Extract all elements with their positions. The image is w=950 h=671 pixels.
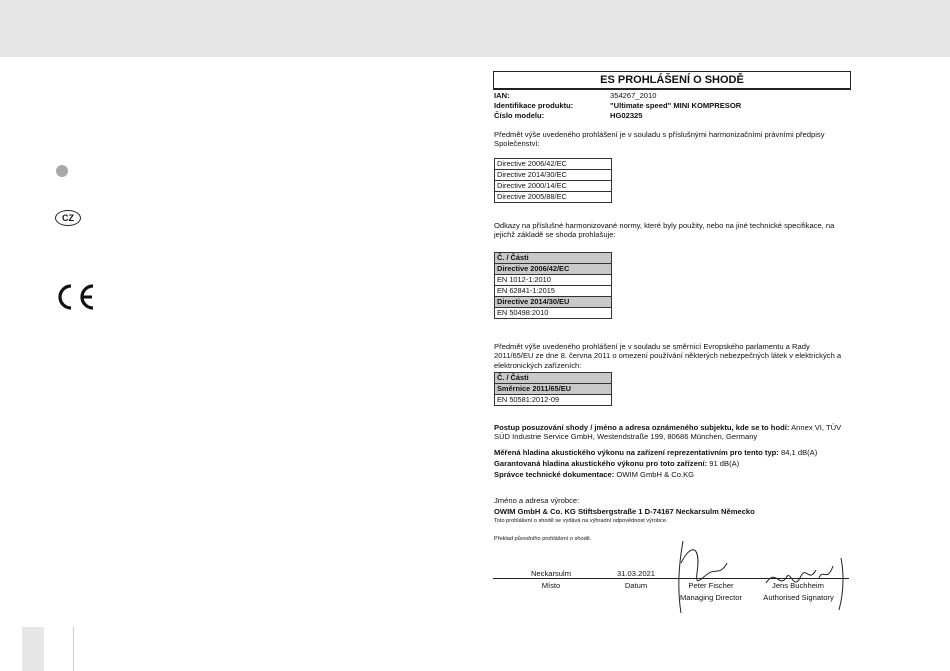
- field-ian: IAN: 354267_2010: [494, 91, 657, 100]
- translation-note: Překlad původního prohlášení o shodě.: [494, 536, 592, 542]
- document-title: ES PROHLÁŠENÍ O SHODĚ: [493, 71, 851, 89]
- place-value: Neckarsulm: [530, 569, 572, 578]
- signer1-role: Managing Director: [679, 593, 743, 602]
- measured-sound-level: Měřená hladina akustického výkonu na zařízení reprezentativním pro tento typ: 84,1 dB(A): [494, 448, 818, 457]
- grey-bullet-icon: [56, 165, 68, 177]
- table-row: EN 50498:2010: [495, 308, 612, 319]
- date-label: Datum: [624, 581, 648, 590]
- declaration-document: [491, 68, 851, 628]
- guaranteed-sound-level: Garantovaná hladina akustického výkonu pro toto zařízení: 91 dB(A): [494, 459, 740, 468]
- responsibility-note: Toto prohlášení o shodě se vydává na výhradní odpovědnost výrobce.: [494, 518, 668, 524]
- rohs-intro: Předmět výše uvedeného prohlášení je v souladu se směrnicí Evropského parlamentu a Rady 2011/65/EU ze dne 8. června 2011 o omezení používání některých nebezpečných látek v elektrických a elektronických zařízeních:: [494, 342, 842, 370]
- table-row: Directive 2000/14/EC: [495, 181, 612, 192]
- norms-table: [494, 252, 612, 319]
- table-row: Directive 2014/30/EC: [495, 170, 612, 181]
- intro-text: Předmět výše uvedeného prohlášení je v souladu s příslušnými harmonizačními právními předpisy Společenství:: [494, 130, 825, 149]
- rohs-table: [494, 372, 612, 406]
- manufacturer-address: OWIM GmbH & Co. KG Stiftsbergstraße 1 D-74167 Neckarsulm Německo: [494, 507, 755, 516]
- manufacturer-label: Jméno a adresa výrobce:: [494, 496, 580, 505]
- country-code-badge: CZ: [55, 210, 81, 226]
- table-row: Directive 2014/30/EU: [495, 297, 612, 308]
- place-label: Místo: [541, 581, 561, 590]
- footer-divider: [73, 627, 74, 671]
- signer2-name: Jens Buchheim: [772, 581, 824, 590]
- table-row: Directive 2005/88/EC: [495, 192, 612, 203]
- directives-table: [494, 158, 612, 203]
- table-header: Č. / Části: [495, 253, 612, 264]
- page-number-box: [22, 627, 44, 671]
- signer1-name: Peter Fischer: [688, 581, 734, 590]
- table-row: Directive 2006/42/EC: [495, 264, 612, 275]
- table-row: Směrnice 2011/65/EU: [495, 384, 612, 395]
- title-rule: [493, 89, 851, 90]
- field-model: Číslo modelu: HG02325: [494, 111, 643, 120]
- date-value: 31.03.2021: [616, 569, 655, 578]
- table-row: EN 62841-1:2015: [495, 286, 612, 297]
- table-header: Č. / Části: [495, 373, 612, 384]
- top-header-bar: [0, 0, 950, 57]
- procedure-text: Postup posuzování shody / jméno a adresa oznámeného subjektu, kde se to hodí: Annex VI, TÜV SÜD Industrie Service GmbH, Westendstraße 199, 80686 München, Germany: [494, 423, 842, 442]
- table-row: EN 50581:2012-09: [495, 395, 612, 406]
- field-product: Identifikace produktu: "Ultimate speed" MINI KOMPRESOR: [494, 101, 742, 110]
- table-row: EN 1012-1:2010: [495, 275, 612, 286]
- tech-docs-keeper: Správce technické dokumentace: OWIM GmbH & Co.KG: [494, 470, 695, 479]
- signer2-role: Authorised Signatory: [763, 593, 834, 602]
- ce-mark-icon: [55, 283, 97, 311]
- norms-intro: Odkazy na příslušné harmonizované normy, které byly použity, nebo na jiné technické specifikace, na jejichž základě se shoda prohlašuje:: [494, 221, 835, 240]
- table-row: Directive 2006/42/EC: [495, 159, 612, 170]
